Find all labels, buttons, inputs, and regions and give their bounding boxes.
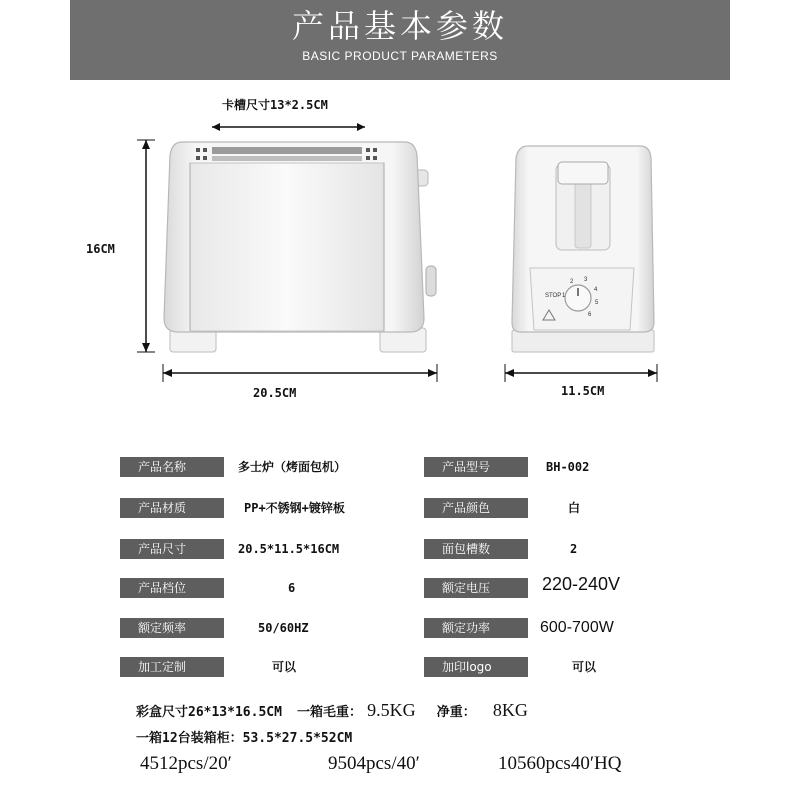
spec-label-custom: 加工定制: [120, 657, 224, 677]
load-40hq: 10560pcs40′HQ: [498, 753, 622, 774]
spec-label-material: 产品材质: [120, 498, 224, 518]
depth-dimension-arrow: [505, 364, 657, 382]
spec-label-settings: 产品档位: [120, 578, 224, 598]
spec-value-settings: 6: [288, 581, 296, 595]
spec-label-logo: 加印logo: [424, 657, 528, 677]
gross-weight-label: 一箱毛重：: [297, 705, 363, 720]
load-20ft: 4512pcs/20′: [140, 753, 232, 774]
spec-label-model: 产品型号: [424, 457, 528, 477]
spec-row-name: [120, 457, 680, 477]
spec-label-size: 产品尺寸: [120, 539, 224, 559]
spec-value-voltage: 220-240V: [542, 574, 621, 594]
spec-value-slots: 2: [570, 542, 578, 556]
spec-label-power: 额定功率: [424, 618, 528, 638]
spec-value-name: 多士炉（烤面包机）: [238, 460, 347, 474]
box-size: 彩盒尺寸26*13*16.5CM: [136, 705, 282, 720]
height-dimension-arrow: [137, 140, 155, 352]
spec-value-power: 600-700W: [540, 619, 614, 636]
spec-label-name: 产品名称: [120, 457, 224, 477]
spec-row-frequency: [120, 618, 680, 638]
spec-value-size: 20.5*11.5*16CM: [238, 542, 340, 556]
load-40ft: 9504pcs/40′: [328, 753, 420, 774]
page-title: 产品基本参数: [291, 7, 508, 45]
spec-label-slots: 面包槽数: [424, 539, 528, 559]
toaster-front-view: [164, 142, 436, 352]
slot-size-label: 卡槽尺寸13*2.5CM: [222, 98, 328, 112]
spec-value-model: BH-002: [546, 460, 590, 474]
spec-row-material: [120, 498, 680, 518]
dial-mark-2: 2: [570, 279, 574, 285]
net-weight-label: 净重：: [436, 705, 476, 720]
spec-row-size: [120, 539, 680, 559]
height-label: 16CM: [86, 242, 115, 256]
spec-label-color: 产品颜色: [424, 498, 528, 518]
width-label: 20.5CM: [253, 386, 297, 400]
toaster-side-view: [512, 146, 654, 352]
spec-label-voltage: 额定电压: [424, 578, 528, 598]
dial-mark-1: 1: [562, 293, 566, 299]
spec-value-frequency: 50/60HZ: [258, 621, 309, 635]
page-subtitle: BASIC PRODUCT PARAMETERS: [302, 49, 498, 63]
spec-value-color: 白: [568, 501, 581, 515]
spec-value-logo: 可以: [572, 660, 597, 674]
slot-dimension-arrow: [212, 123, 365, 131]
depth-label: 11.5CM: [561, 384, 605, 398]
net-weight-value: 8KG: [492, 700, 528, 720]
spec-row-settings: [120, 574, 680, 598]
spec-value-custom: 可以: [272, 660, 297, 674]
dial-mark-3: 3: [584, 277, 588, 283]
gross-weight-value: 9.5KG: [367, 700, 416, 720]
dial-mark-4: 4: [594, 287, 598, 293]
carton-size: 一箱12台装箱柜：53.5*27.5*52CM: [136, 731, 353, 746]
spec-label-frequency: 额定频率: [120, 618, 224, 638]
packing-line-1: [136, 700, 528, 721]
width-dimension-arrow: [163, 364, 437, 382]
spec-value-material: PP+不锈钢+镀锌板: [244, 501, 345, 515]
dial-mark-5: 5: [595, 300, 599, 306]
spec-row-custom: [120, 657, 680, 677]
dial-mark-6: 6: [588, 312, 592, 318]
dial-mark-stop: STOP: [545, 293, 562, 299]
